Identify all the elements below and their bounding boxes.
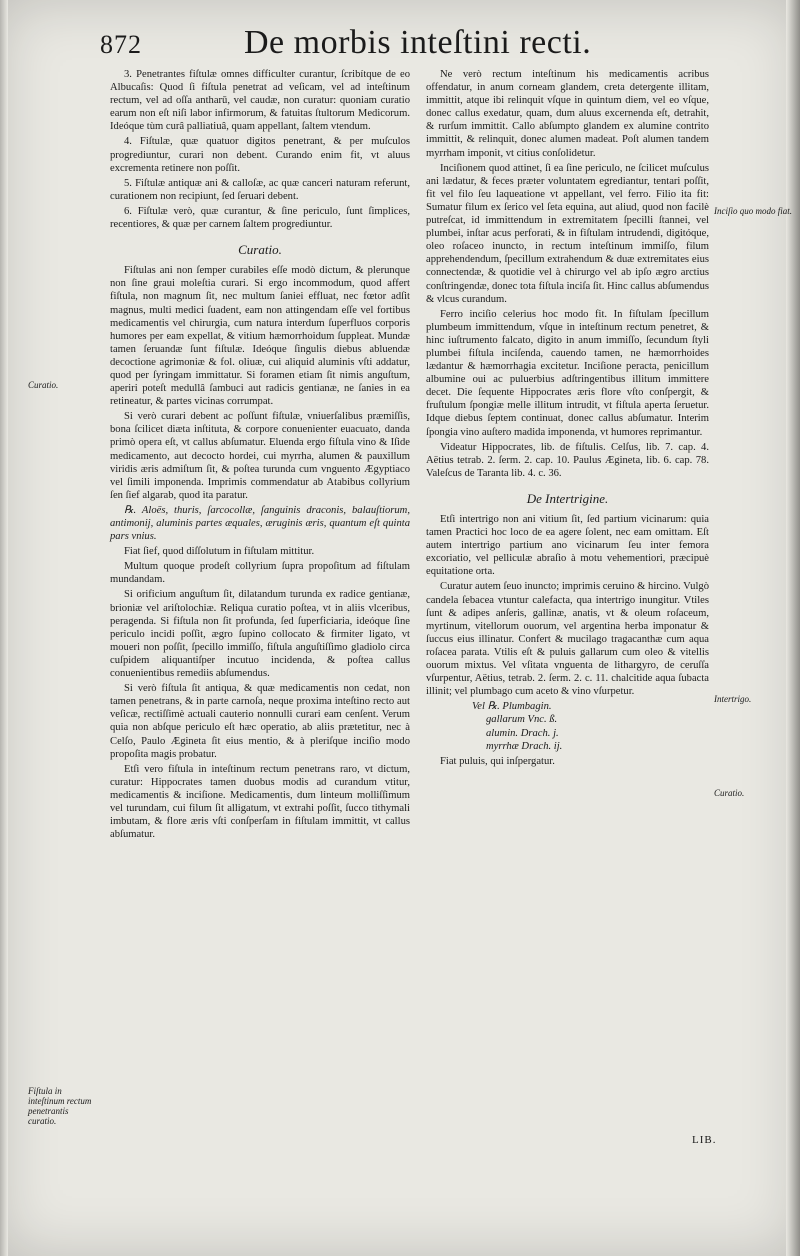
margin-note-curatio-right: Curatio. — [714, 788, 745, 798]
page-header — [0, 18, 800, 68]
recipe-plumbago — [472, 700, 709, 752]
text-paragraph: Multum quoque prodeſt collyrium ſupra propoſitum ad fiſtulam mundandam. — [110, 561, 410, 586]
closing-line: Fiat puluis, qui inſpergatur. — [440, 755, 555, 767]
paragraph-5: 5. Fiſtulæ antiquæ ani & calloſæ, ac quæ canceri naturam referunt, curationem non recipiunt, ſed ſeruari debent. — [110, 177, 410, 202]
text-paragraph: Ne verò rectum inteſtinum his medicamentis acribus offendatur, in anum corneam glandem, creta detergente illitam, immittit, atque ibi relinquit vſque in quintum diem, vel eo vſque, donec callus exedatur, quam, dum aluus excernenda eſt, detrahit, & rurſum immittit. Callo abſumpto glandem ex alumine contrito immittit, & relinquit, donec alumen madeat. Poſt alumen tandem myrrham imponit, vt citius conſolidetur. — [426, 69, 709, 159]
recipe-line: myrrhæ Drach. ij. — [486, 740, 563, 752]
margin-note-intertrigo: Intertrigo. — [714, 694, 752, 704]
margin-note-curatio: Curatio. — [28, 380, 59, 390]
section-heading-curatio: Curatio. — [238, 242, 282, 258]
text-paragraph: Si verò fiſtula ſit antiqua, & quæ medicamentis non cedat, non tamen penetrans, & in parte carnoſa, neque proxima inteſtino recto aut veſicæ, rectiſſimè actuali cauterio nonnulli curari eam cenſent. Verum quia non abſque periculo eſt hæc operatio, ab aliis prætetitur, nec à Celſo, Paulo Ægineta ſit eius mentio, & à pleriſque inciſio modo propoſita magis probatur. — [110, 683, 410, 760]
recipe-line: alumin. Drach. j. — [486, 727, 559, 739]
running-title: De morbis inteſtini recti. — [244, 24, 592, 61]
recipe-line: gallarum Vnc. ß. — [486, 714, 558, 726]
recipe-sief: ℞. Aloës, thuris, ſarcocollæ, ſanguinis draconis, balauſtiorum, antimonij, aluminis partes æquales, æruginis æris, quantum eſt quinta pars vnius. — [110, 504, 410, 543]
references-paragraph: Videatur Hippocrates, lib. de fiſtulis. Celſus, lib. 7. cap. 4. Aëtius tetrab. 2. ſerm. 2. cap. 10. Paulus Ægineta, lib. 6. cap. 78. Valeſcus de Taranta lib. 4. c. 36. — [426, 441, 709, 479]
curatio-paragraph: Si verò curari debent ac poſſunt fiſtulæ, vniuerſalibus præmiſſis, bona ſcilicet diæta inſtituta, & corpore conuenienter euacuato, danda primò opera eſt, vt callus abſumatur. Eluenda ergo fiſtula vino & Iſide medicamento, aut decocto hordei, cui myrrha, alumen & pauxillum viridis æris admiſtum ſit, & poſtea turunda cum vnguento Ægyptiaco vel ſimili imponenda. Imprimis commendatur ab Atabibus collyrium ſen ſief algarab, quod ita paratur. — [110, 411, 410, 501]
left-column — [110, 68, 410, 843]
page-edge-left — [0, 0, 8, 1256]
text-paragraph: Inciſionem quod attinet, ſi ea ſine periculo, ne ſcilicet muſculus ani lædatur, & feces præter voluntatem egrediantur, tentari poſſit, fit vel filo ſeu laqueatione vt appellant, vel ferro. Filio ita fit: Sumatur filum ex ſerico vel ſeta equina, aut aliud, quod non facilè putreſcat, id immittendum in extremitatem ſpecilli ſtannei, vel plumbei, inſtar acus perforati, & in fiſtulam intrudendi, digitóque, oleo roſaceo inuncto, in rectum inteſtinum immiſſo, filum apprehendendum, ſpecillum extrahendum & duæ extremitates eius connectendæ, & quotidie vel à chirurgo vel ab ipſo ægro arctius conſtringendæ, donec tota fiſtula inciſa ſit. Hinc callus abſumendus & vlcus curandum. — [426, 162, 709, 305]
catchword: LIB. — [692, 1134, 717, 1146]
curatio-paragraph: Fiſtulas ani non ſemper curabiles eſſe modò dictum, & plerunque non ſine graui moleſtia curari. Si ergo incommodum, quod affert fiſtula, non magnum ſit, nec multum ſaniei effluat, nec fœtor adſit magnus, multi medici ſuadent, eam non attingendam eſſe vel fortibus medicamentis vel chirurgia, cum natura interdum ſuperfluos corporis humores per eam expellat, & vitium hæmorrhoidum ſuppleat. Mundæ tamen ſeruandæ ſunt fiſtulæ. Ideóque ſingulis diebus abluendæ decoctione agrimoniæ & fol. oliuæ, cui aliquid aluminis vſti addatur, quod per ſyringam immittatur. Si foramen etiam ſit nimis anguſtum, aperiri poteſt medullâ ſambuci aut radicis gentianæ, ne ſanies in ea retineatur, & partes vicinas corrumpat. — [110, 265, 410, 408]
page-number: 872 — [100, 30, 142, 59]
recipe-line: Vel ℞. Plumbagin. — [472, 701, 552, 713]
text-paragraph: Fiat ſief, quod diſſolutum in fiſtulam mittitur. — [124, 546, 315, 558]
paragraph-3: 3. Penetrantes fiſtulæ omnes difficulter curantur, ſcribítque de eo Albucaſis: Quod ſi fiſtula penetrat ad veſicam, vel ad inteſtinum rectum, vel ad oſſa antharū, vel caudæ, non curatur: quoniam curatio earum non eſt niſi labor infirmorum, & fatuitas ſtultorum Medicorum. Ideóque tùm curâ palliatiuâ, quam appellant, ſaltem vtendum. — [110, 69, 410, 133]
intertrigo-paragraph: Curatur autem ſeuo inuncto; imprimis ceruino & hircino. Vulgò candela ſebacea vtuntur calefacta, qua intertrigo inungitur. Vtiles ſunt & adipes anſeris, gallinæ, anatis, vt & oleum roſaceum, myrtinum, vitellorum ouorum, vel argentina herba imponatur & ſuccus eius illinatur. Confert & mucilago tragacanthæ cum aqua roſacea parata. Vtilis eſt & puluis gallarum cum oleo & vitellis ouorum mixtus. Vel vſitata vnguenta de lithargyro, de ceruſſa vſurpentur, Aëtius, tetrab. 2. ſerm. 2. c. 11. chalcitide aqua ſubacta illinit; vel plumbago cum aceto & vino vſurpetur. — [426, 581, 709, 698]
section-heading-intertrigo: De Intertrigine. — [526, 490, 609, 506]
right-column — [426, 68, 709, 770]
page-edge-right — [786, 0, 800, 1256]
text-paragraph: Etſi vero fiſtula in inteſtinum rectum penetrans raro, vt dictum, curatur: Hippocrates tamen duobus modis ad curandum vtitur, medicamentis & inciſione. Medicamentis, dum linteum molliſſimum vel turundam, cui filum ſit alligatum, vt extrahi poſſit, ſucco tithymali imbutam, & flore æris vſti conſperſam in fiſtulam immittit, vt callus abſumatur. — [110, 763, 410, 841]
paragraph-4: 4. Fiſtulæ, quæ quatuor digitos penetrant, & per muſculos progrediuntur, curari non debent. Curando enim fit, vt aluus excrementa retinere non poſſit. — [110, 136, 410, 174]
margin-note-incisio: Inciſio quo modo fiat. — [714, 206, 792, 216]
paragraph-6: 6. Fiſtulæ verò, quæ curantur, & ſine periculo, ſunt ſimplices, recentiores, & quæ per carnem ſaltem progrediuntur. — [110, 205, 410, 231]
intertrigo-paragraph: Etſi intertrigo non ani vitium ſit, ſed partium vicinarum: quia tamen Practici hoc loco de ea agere ſolent, nec eam omittam. Eſt autem intertrigo partium ano vicinarum ſeu inter femora excoriatio, vel pelliculæ abraſio à motu vehementiori, præcipuè equitatione orta. — [426, 514, 709, 578]
margin-note-fistula: Fiſtula in inteſtinum rectum penetrantis curatio. — [28, 1086, 92, 1126]
text-paragraph: Ferro inciſio celerius hoc modo fit. In fiſtulam ſpecillum plumbeum immittendum, vſque in inteſtinum rectum penetret, & hinc iuſtrumento falcato, digito in anum immiſſo, ſecundum ſtyli plumbei fiſtula inciſenda, cauendo tamen, ne hæmorrhoides lædantur & hæmorrhagia excitetur. Inciſione peracta, penicillum albumine oui ac puluerbius adſtringentibus illitum immittere decet. Die ſequente Hippocrates æris flore vſto conſpergit, & fruſtulum ſpongiæ melle illitum intrudit, vt fiſtula aperta ſeruetur. Idque diebus ſeptem continuat, donec callus abſumatur. Interim ſpongia vino auſtero madida imponenda, vt humores reprimantur. — [426, 308, 709, 438]
text-paragraph: Si orificium anguſtum ſit, dilatandum turunda ex radice gentianæ, brioniæ vel ariſtolochiæ. Reliqua curatio poſtea, vt in aliis vlceribus, peragenda. Si fiſtula non ſit profunda, ſed ſuperficiaria, ideóque ſine periculo incidi poſſit, ægro ſupino collocato & firmiter ligato, vt moueri non poſſit, ſpecillo immiſſo, fiſtula anguſtiſſimo gladiolo circa cuſpidem aliquantiſper incutuo incidenda, & poſtea callus conuenientibus remediis abſumendus. — [110, 589, 410, 680]
